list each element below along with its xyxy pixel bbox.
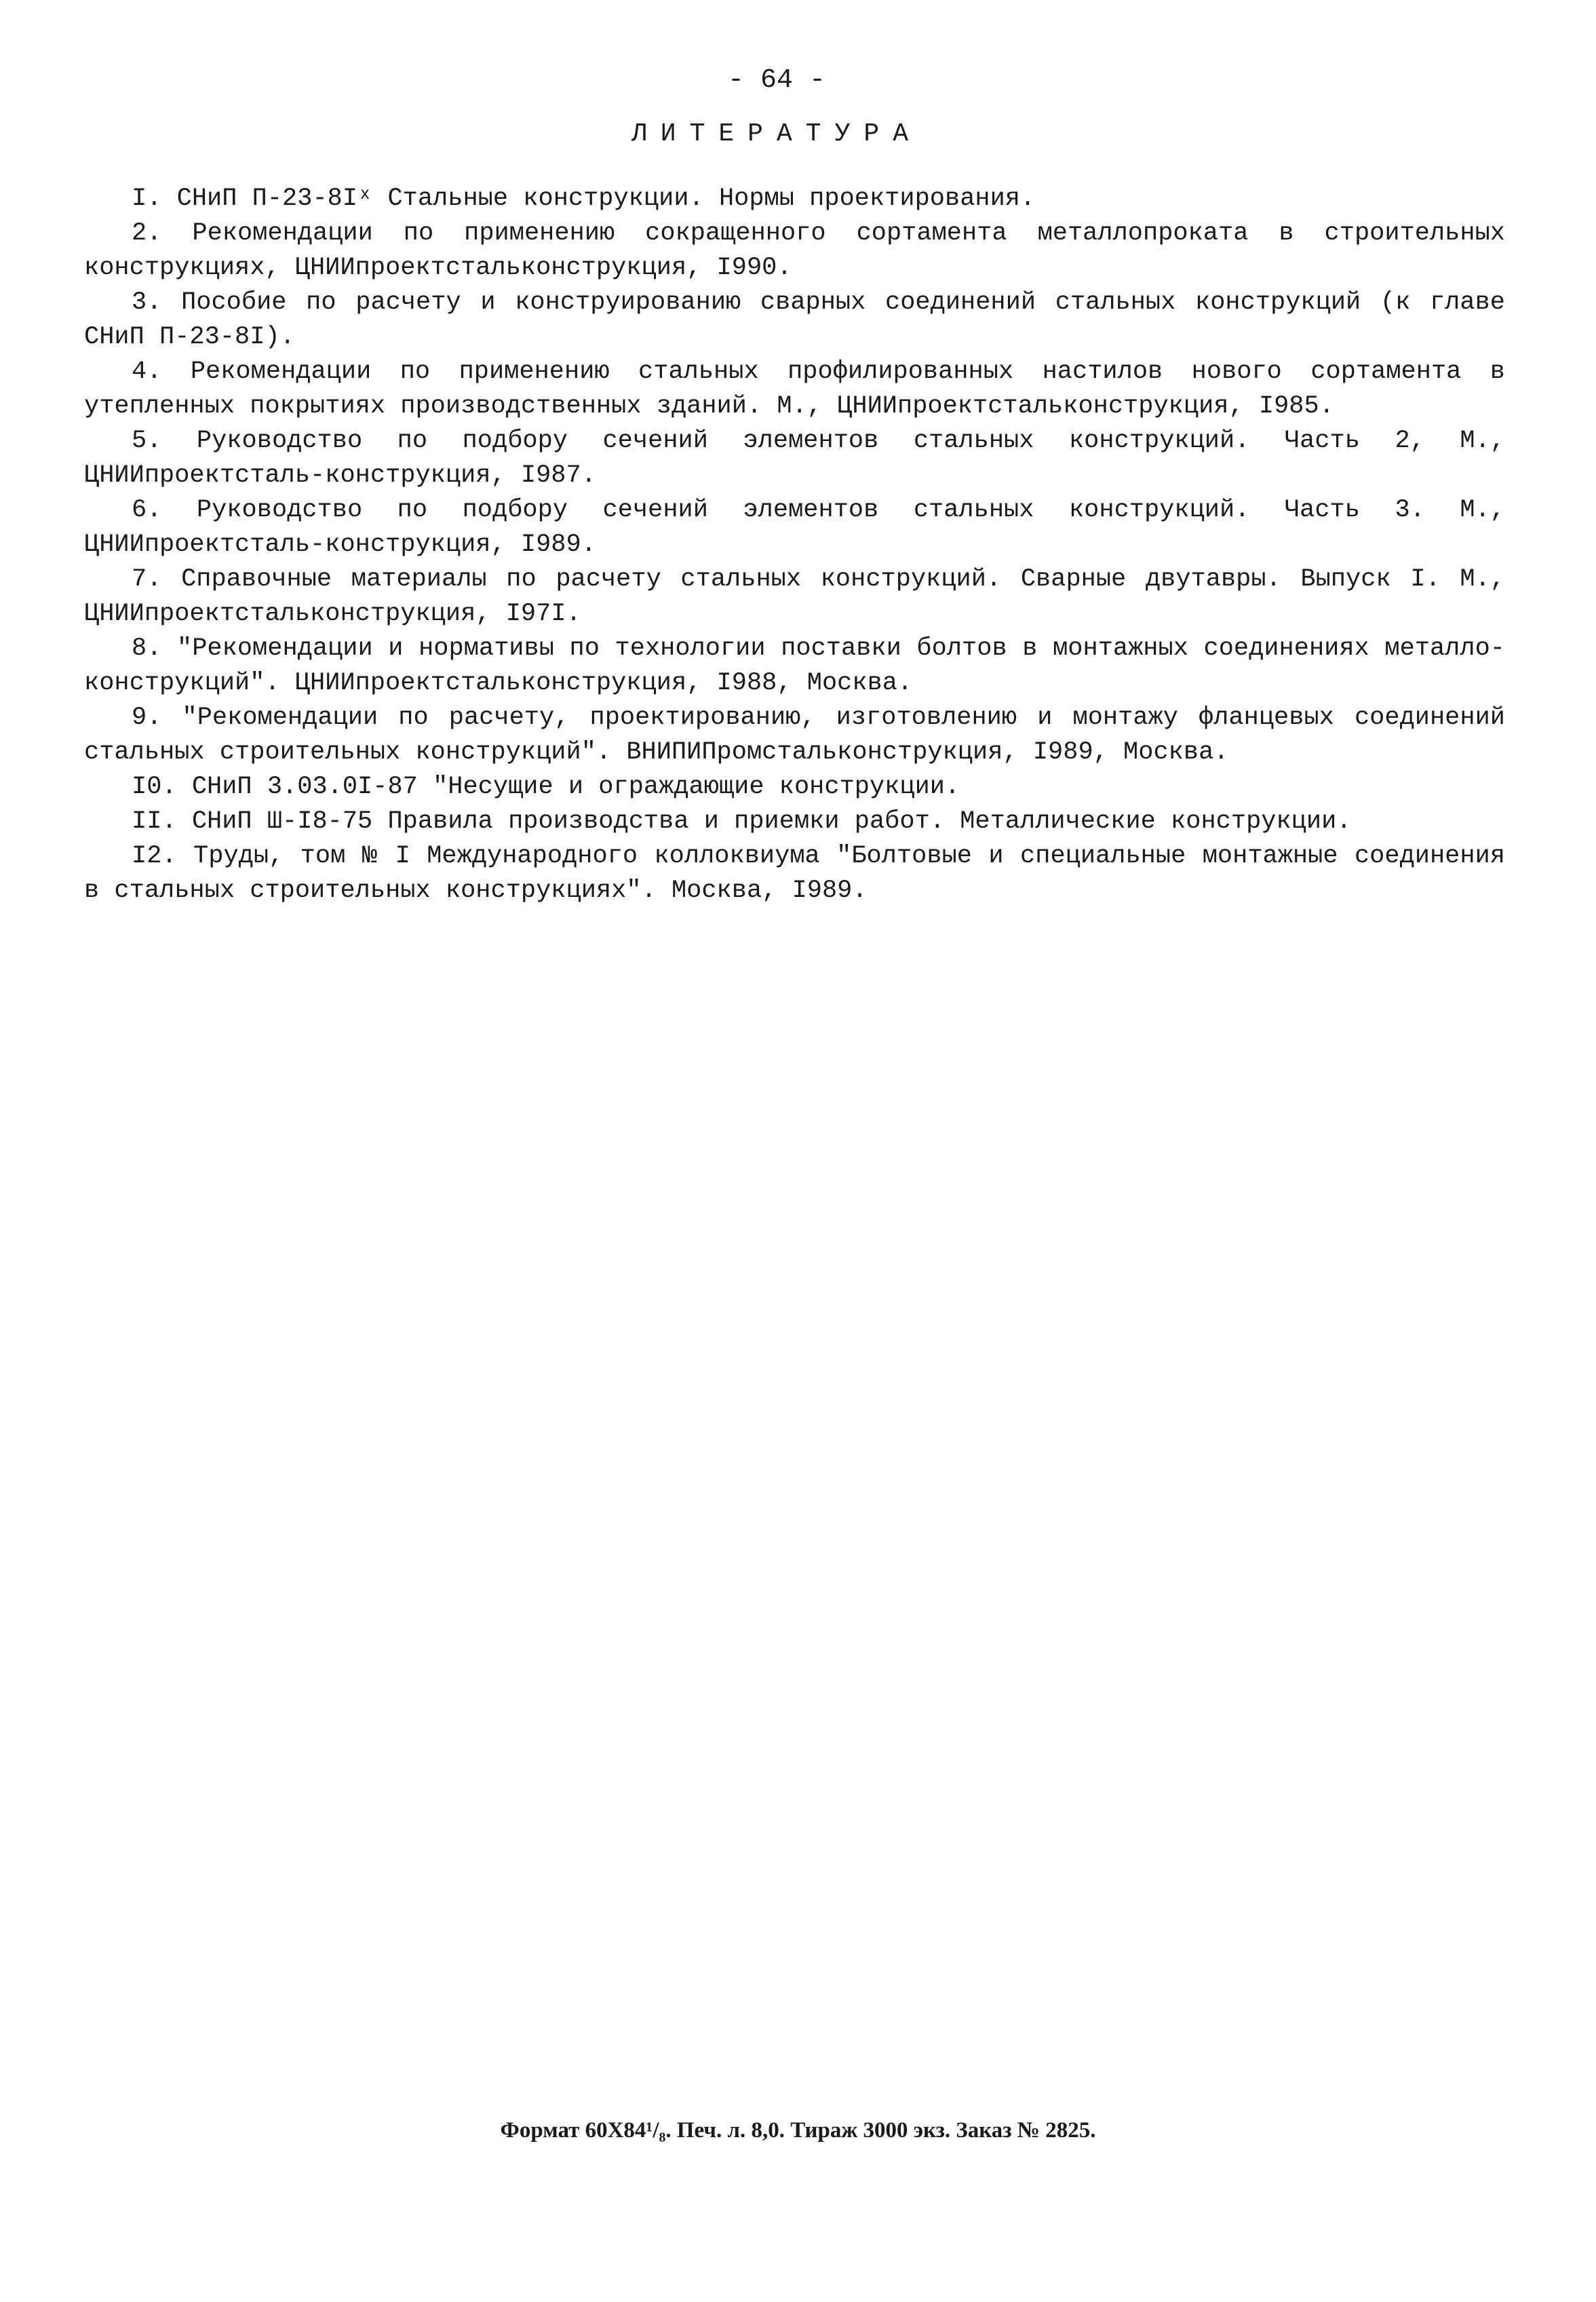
print-imprint: Формат 60X84¹/₈. Печ. л. 8,0. Тираж 3000 экз. Заказ № 2825. [500, 2118, 1096, 2143]
reference-item-9: 9. "Рекомендации по расчету, проектированию, изготовлению и монтажу фланцевых соединений стальных строительных конструкций". ВНИПИПромстальконструкция, I989, Москва. [84, 704, 1505, 767]
reference-item-1: I. СНиП П-23-8Iˣ Стальные конструкции. Нормы проектирования. [132, 185, 1036, 213]
reference-item-11: II. СНиП Ш-I8-75 Правила производства и приемки работ. Металлические конструкции. [132, 807, 1352, 836]
reference-item-10: I0. СНиП 3.03.0I-87 "Несущие и ограждающие конструкции. [132, 773, 960, 801]
reference-item-3: 3. Пособие по расчету и конструированию сварных соединений стальных конструкций (к главе СНиП П-23-8I). [84, 288, 1505, 351]
reference-item-12: I2. Труды, том № I Международного коллоквиума "Болтовые и специальные монтажные соединения в стальных строительных конструкциях". Москва, I989. [84, 842, 1505, 905]
page-title: ЛИТЕРАТУРА [631, 119, 922, 149]
reference-item-4: 4. Рекомендации по применению стальных профилированных настилов нового сортамента в утепленных покрытиях производственных зданий. М., ЦНИИпроектстальконструкция, I985. [84, 358, 1505, 421]
reference-item-5: 5. Руководство по подбору сечений элементов стальных конструкций. Часть 2, М., ЦНИИпроектсталь-конструкция, I987. [84, 427, 1505, 490]
reference-item-6: 6. Руководство по подбору сечений элементов стальных конструкций. Часть 3. М., ЦНИИпроектсталь-конструкция, I989. [84, 496, 1505, 559]
reference-item-7: 7. Справочные материалы по расчету стальных конструкций. Сварные двутавры. Выпуск I. М., ЦНИИпроектстальконструкция, I97I. [84, 565, 1505, 628]
reference-item-8: 8. "Рекомендации и нормативы по технологии поставки болтов в монтажных соединениях металло-конструкций". ЦНИИпроектстальконструкция, I988, Москва. [84, 634, 1505, 697]
reference-list [84, 182, 1505, 908]
page-number: - 64 - [727, 65, 826, 96]
reference-item-2: 2. Рекомендации по применению сокращенного сортамента металлопроката в строительных конструкциях, ЦНИИпроектстальконструкция, I990. [84, 219, 1505, 282]
